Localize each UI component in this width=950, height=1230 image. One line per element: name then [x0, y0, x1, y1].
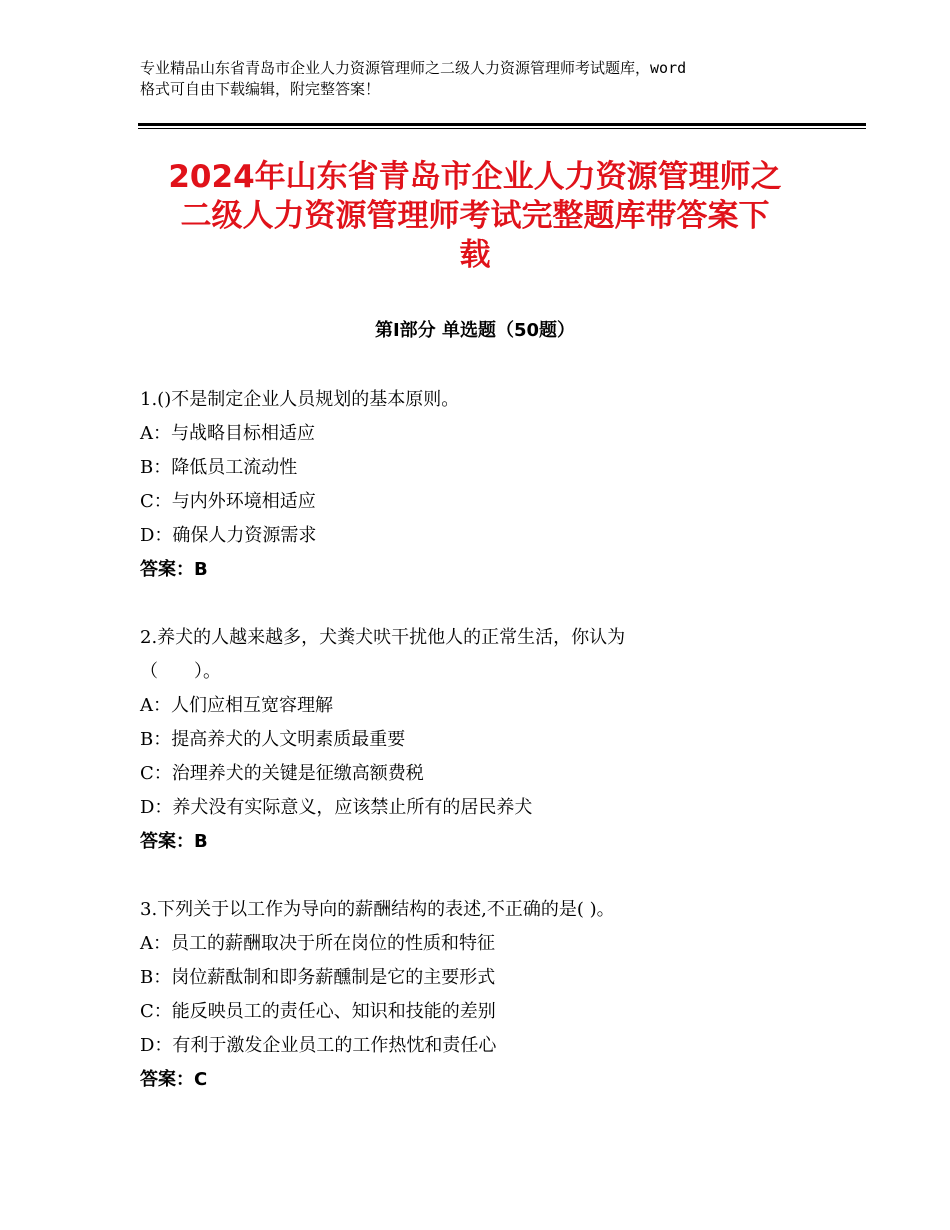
question-stem: 2.养犬的人越来越多，犬粪犬吠干扰他人的正常生活，你认为 — [140, 627, 626, 648]
section-title: 第Ⅰ部分 单选题（50题） — [374, 320, 575, 341]
option-a: A：与战略目标相适应 — [140, 423, 315, 444]
header-note-line-2: 格式可自由下载编辑，附完整答案！ — [140, 80, 381, 98]
header-divider-thick — [138, 123, 866, 126]
option-b: B：降低员工流动性 — [140, 457, 298, 478]
option-b: B：岗位薪酞制和即务薪醺制是它的主要形式 — [140, 967, 496, 988]
question-1 — [140, 383, 820, 587]
title-line-2: 二级人力资源管理师考试完整题库带答案下 — [180, 198, 770, 234]
title-line-1: 2024年山东省青岛市企业人力资源管理师之 — [168, 159, 782, 195]
answer: 答案：C — [140, 1069, 208, 1090]
document-title — [110, 158, 840, 275]
option-d: D：养犬没有实际意义，应该禁止所有的居民养犬 — [140, 797, 533, 818]
option-a: A：员工的薪酬取决于所在岗位的性质和特征 — [140, 933, 495, 954]
option-d: D：有利于激发企业员工的工作热忱和责任心 — [140, 1035, 497, 1056]
question-3 — [140, 893, 820, 1097]
option-a: A：人们应相互宽容理解 — [140, 695, 333, 716]
title-line-3: 载 — [459, 237, 491, 273]
question-stem-continued: （ ）。 — [140, 661, 221, 682]
question-list — [140, 383, 820, 1097]
question-2 — [140, 621, 820, 859]
answer: 答案：B — [140, 559, 208, 580]
question-stem: 1.()不是制定企业人员规划的基本原则。 — [140, 389, 460, 410]
option-c: C：治理养犬的关键是征缴高额费税 — [140, 763, 424, 784]
option-c: C：能反映员工的责任心、知识和技能的差别 — [140, 1001, 496, 1022]
header-note — [140, 58, 840, 100]
answer: 答案：B — [140, 831, 208, 852]
header-divider-thin — [138, 128, 866, 129]
question-stem: 3.下列关于以工作为导向的薪酬结构的表述,不正确的是( )。 — [140, 899, 615, 920]
option-b: B：提高养犬的人文明素质最重要 — [140, 729, 406, 750]
question-gap — [140, 859, 820, 893]
header-note-line-1: 专业精品山东省青岛市企业人力资源管理师之二级人力资源管理师考试题库，word — [140, 59, 687, 77]
option-c: C：与内外环境相适应 — [140, 491, 316, 512]
option-d: D：确保人力资源需求 — [140, 525, 317, 546]
question-gap — [140, 587, 820, 621]
